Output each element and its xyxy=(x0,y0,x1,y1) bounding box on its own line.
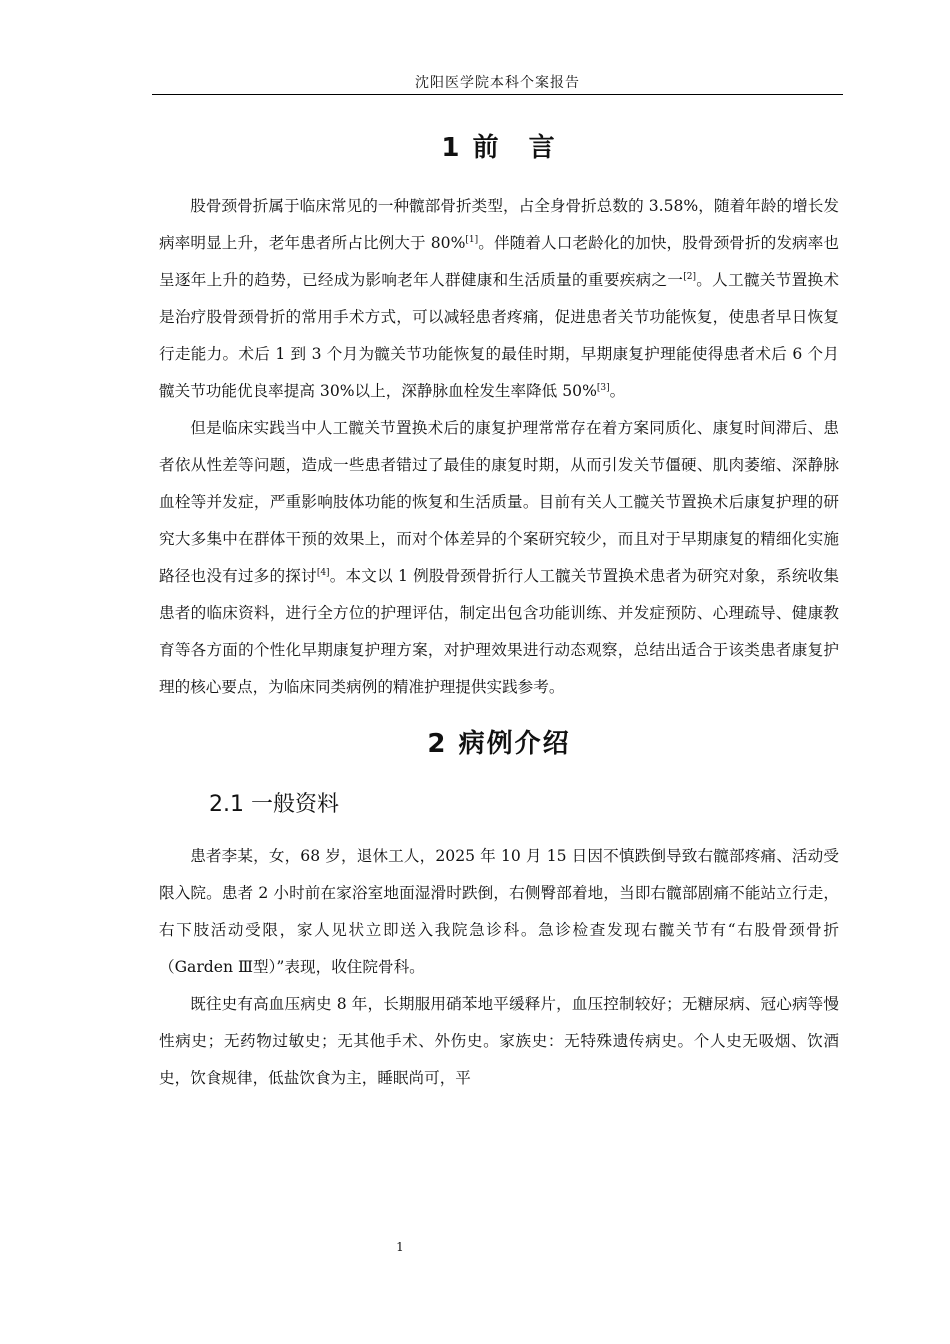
citation-1: [1] xyxy=(465,234,479,245)
page-body xyxy=(159,120,839,1097)
text-run: 股骨颈骨折属于临床常见的一种髋部骨折类型，占全身骨折总数的 3.58%，随着年龄的增长发病率明显上升，老年患者所占比例大于 80% xyxy=(159,197,839,252)
section-1-title: 1 前 言 xyxy=(441,133,557,163)
citation-2: [2] xyxy=(683,271,696,282)
text-run: 。本文以 1 例股骨颈骨折行人工髋关节置换术患者为研究对象，系统收集患者的临床资料，进行全方位的护理评估，制定出包含功能训练、并发症预防、心理疏导、健康教育等各方面的个性化早期康复护理方案，对护理效果进行动态观察，总结出适合于该类患者康复护理的核心要点，为临床同类病例的精准护理提供实践参考。 xyxy=(159,567,839,696)
citation-4: [4] xyxy=(316,567,330,578)
case-paragraph-2: 既往史有高血压病史 8 年，长期服用硝苯地平缓释片，血压控制较好；无糖尿病、冠心病等慢性病史；无药物过敏史；无其他手术、外伤史。家族史：无特殊遗传病史。个人史无吸烟、饮酒史，饮食规律，低盐饮食为主，睡眠尚可，平 xyxy=(159,995,839,1087)
text-run: 但是临床实践当中人工髋关节置换术后的康复护理常常存在着方案同质化、康复时间滞后、患者依从性差等问题，造成一些患者错过了最佳的康复时期，从而引发关节僵硬、肌肉萎缩、深静脉血栓等并发症，严重影响肢体功能的恢复和生活质量。目前有关人工髋关节置换术后康复护理的研究大多集中在群体干预的效果上，而对个体差异的个案研究较少，而且对于早期康复的精细化实施路径也没有过多的探讨 xyxy=(159,419,839,585)
header-rule xyxy=(152,94,843,95)
text-run: 。伴随着人口老龄化的加快，股骨颈骨折的发病率也呈逐年上升的趋势，已经成为影响老年人群健康和生活质量的重要疾病之一 xyxy=(159,234,839,289)
text-run: 。 xyxy=(609,382,626,400)
intro-paragraph-2 xyxy=(159,410,839,706)
section-2-title: 2 病例介绍 xyxy=(427,729,571,759)
case-paragraph-1: 患者李某，女，68 岁，退休工人，2025 年 10 月 15 日因不慎跌倒导致右髋部疼痛、活动受限入院。患者 2 小时前在家浴室地面湿滑时跌倒，右侧臀部着地，当即右髋部剧痛不能站立行走，右下肢活动受限，家人见状立即送入我院急诊科。急诊检查发现右髋关节有“右股骨颈骨折（Garden Ⅲ型）”表现，收住院骨科。 xyxy=(159,847,839,976)
page-number: 1 xyxy=(396,1240,404,1254)
subsection-2-1-title: 2.1 一般资料 xyxy=(209,792,339,817)
running-header: 沈阳医学院本科个案报告 xyxy=(415,75,580,91)
citation-3: [3] xyxy=(596,382,610,393)
text-run: 。人工髋关节置换术是治疗股骨颈骨折的常用手术方式，可以减轻患者疼痛，促进患者关节功能恢复，使患者早日恢复行走能力。术后 1 到 3 个月为髋关节功能恢复的最佳时期，早期康复护理能使得患者术后 6 个月髋关节功能优良率提高 30%以上，深静脉血栓发生率降低 50% xyxy=(159,271,839,400)
intro-paragraph-1 xyxy=(159,188,839,410)
